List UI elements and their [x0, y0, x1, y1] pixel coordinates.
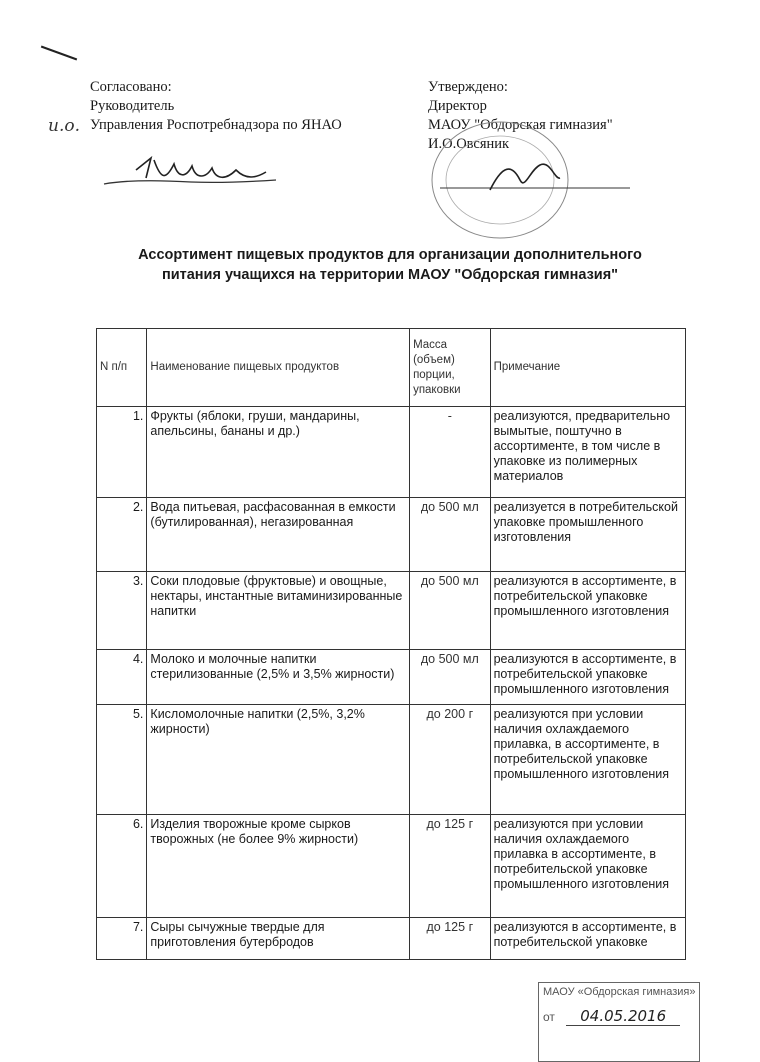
- approved-label: Утверждено:: [428, 79, 508, 95]
- header-mass: Масса (объем) порции, упаковки: [410, 329, 491, 407]
- document-title: [100, 245, 680, 285]
- table-row: [97, 815, 686, 918]
- row-note: реализуется в потребительской упаковке промышленного изготовления: [490, 498, 685, 572]
- school-name: МАОУ "Обдорская гимназия": [428, 117, 613, 133]
- row-name: Сыры сычужные твердые для приготовления бутербродов: [147, 918, 410, 960]
- table-row: [97, 918, 686, 960]
- row-name: Соки плодовые (фруктовые) и овощные, нектары, инстантные витаминизированные напитки: [147, 572, 410, 650]
- row-name: Изделия творожные кроме сырков творожных (не более 9% жирности): [147, 815, 410, 918]
- products-table: [96, 328, 686, 960]
- row-num: 3.: [97, 572, 147, 650]
- registration-stamp: [538, 982, 700, 1062]
- stamp-date-prefix: от: [543, 1010, 555, 1024]
- table-row: [97, 650, 686, 705]
- approved-by-label: Согласовано:: [90, 79, 172, 95]
- row-name: Молоко и молочные напитки стерилизованные (2,5% и 3,5% жирности): [147, 650, 410, 705]
- signature-right: [430, 140, 630, 200]
- stamp-organization: МАОУ «Обдорская гимназия»: [543, 986, 696, 998]
- row-mass: до 200 г: [410, 705, 491, 815]
- row-num: 7.: [97, 918, 147, 960]
- row-note: реализуются в ассортименте, в потребительской упаковке промышленного изготовления: [490, 650, 685, 705]
- row-num: 5.: [97, 705, 147, 815]
- row-mass: -: [410, 407, 491, 498]
- row-note: реализуются в ассортименте, в потребительской упаковке: [490, 918, 685, 960]
- signature-left: [96, 150, 286, 200]
- approver-organization: Управления Роспотребнадзора по ЯНАО: [90, 117, 342, 133]
- row-note: реализуются при условии наличия охлаждаемого прилавка в ассортименте, в потребительской упаковке промышленного изготовления: [490, 815, 685, 918]
- table-row: [97, 705, 686, 815]
- row-mass: до 500 мл: [410, 498, 491, 572]
- table-header-row: [97, 329, 686, 407]
- row-name: Фрукты (яблоки, груши, мандарины, апельсины, бананы и др.): [147, 407, 410, 498]
- row-num: 4.: [97, 650, 147, 705]
- row-name: Вода питьевая, расфасованная в емкости (бутилированная), негазированная: [147, 498, 410, 572]
- row-note: реализуются, предварительно вымытые, поштучно в ассортименте, в том числе в упаковке из полимерных материалов: [490, 407, 685, 498]
- director-name: И.О.Овсяник: [428, 136, 510, 152]
- header-num: N п/п: [97, 329, 147, 407]
- table-row: [97, 572, 686, 650]
- row-note: реализуются при условии наличия охлаждаемого прилавка, в ассортименте, в потребительской упаковке промышленного изготовления: [490, 705, 685, 815]
- header-note: Примечание: [490, 329, 685, 407]
- row-mass: до 500 мл: [410, 572, 491, 650]
- title-line-2: питания учащихся на территории МАОУ "Обдорская гимназия": [161, 267, 619, 283]
- approver-position: Руководитель: [90, 98, 175, 114]
- stamp-date-row: [543, 1007, 680, 1026]
- table-row: [97, 407, 686, 498]
- row-num: 6.: [97, 815, 147, 918]
- row-mass: до 125 г: [410, 815, 491, 918]
- row-note: реализуются в ассортименте, в потребительской упаковке промышленного изготовления: [490, 572, 685, 650]
- row-mass: до 125 г: [410, 918, 491, 960]
- row-mass: до 500 мл: [410, 650, 491, 705]
- title-line-1: Ассортимент пищевых продуктов для организации дополнительного: [138, 247, 642, 263]
- header-name: Наименование пищевых продуктов: [147, 329, 410, 407]
- corner-mark: [41, 46, 77, 61]
- row-num: 2.: [97, 498, 147, 572]
- stamp-date: 04.05.2016: [566, 1007, 680, 1026]
- row-num: 1.: [97, 407, 147, 498]
- margin-note: и.о.: [48, 116, 80, 136]
- director-position: Директор: [428, 98, 487, 114]
- row-name: Кисломолочные напитки (2,5%, 3,2% жирности): [147, 705, 410, 815]
- table-row: [97, 498, 686, 572]
- approval-block-left: [90, 78, 342, 135]
